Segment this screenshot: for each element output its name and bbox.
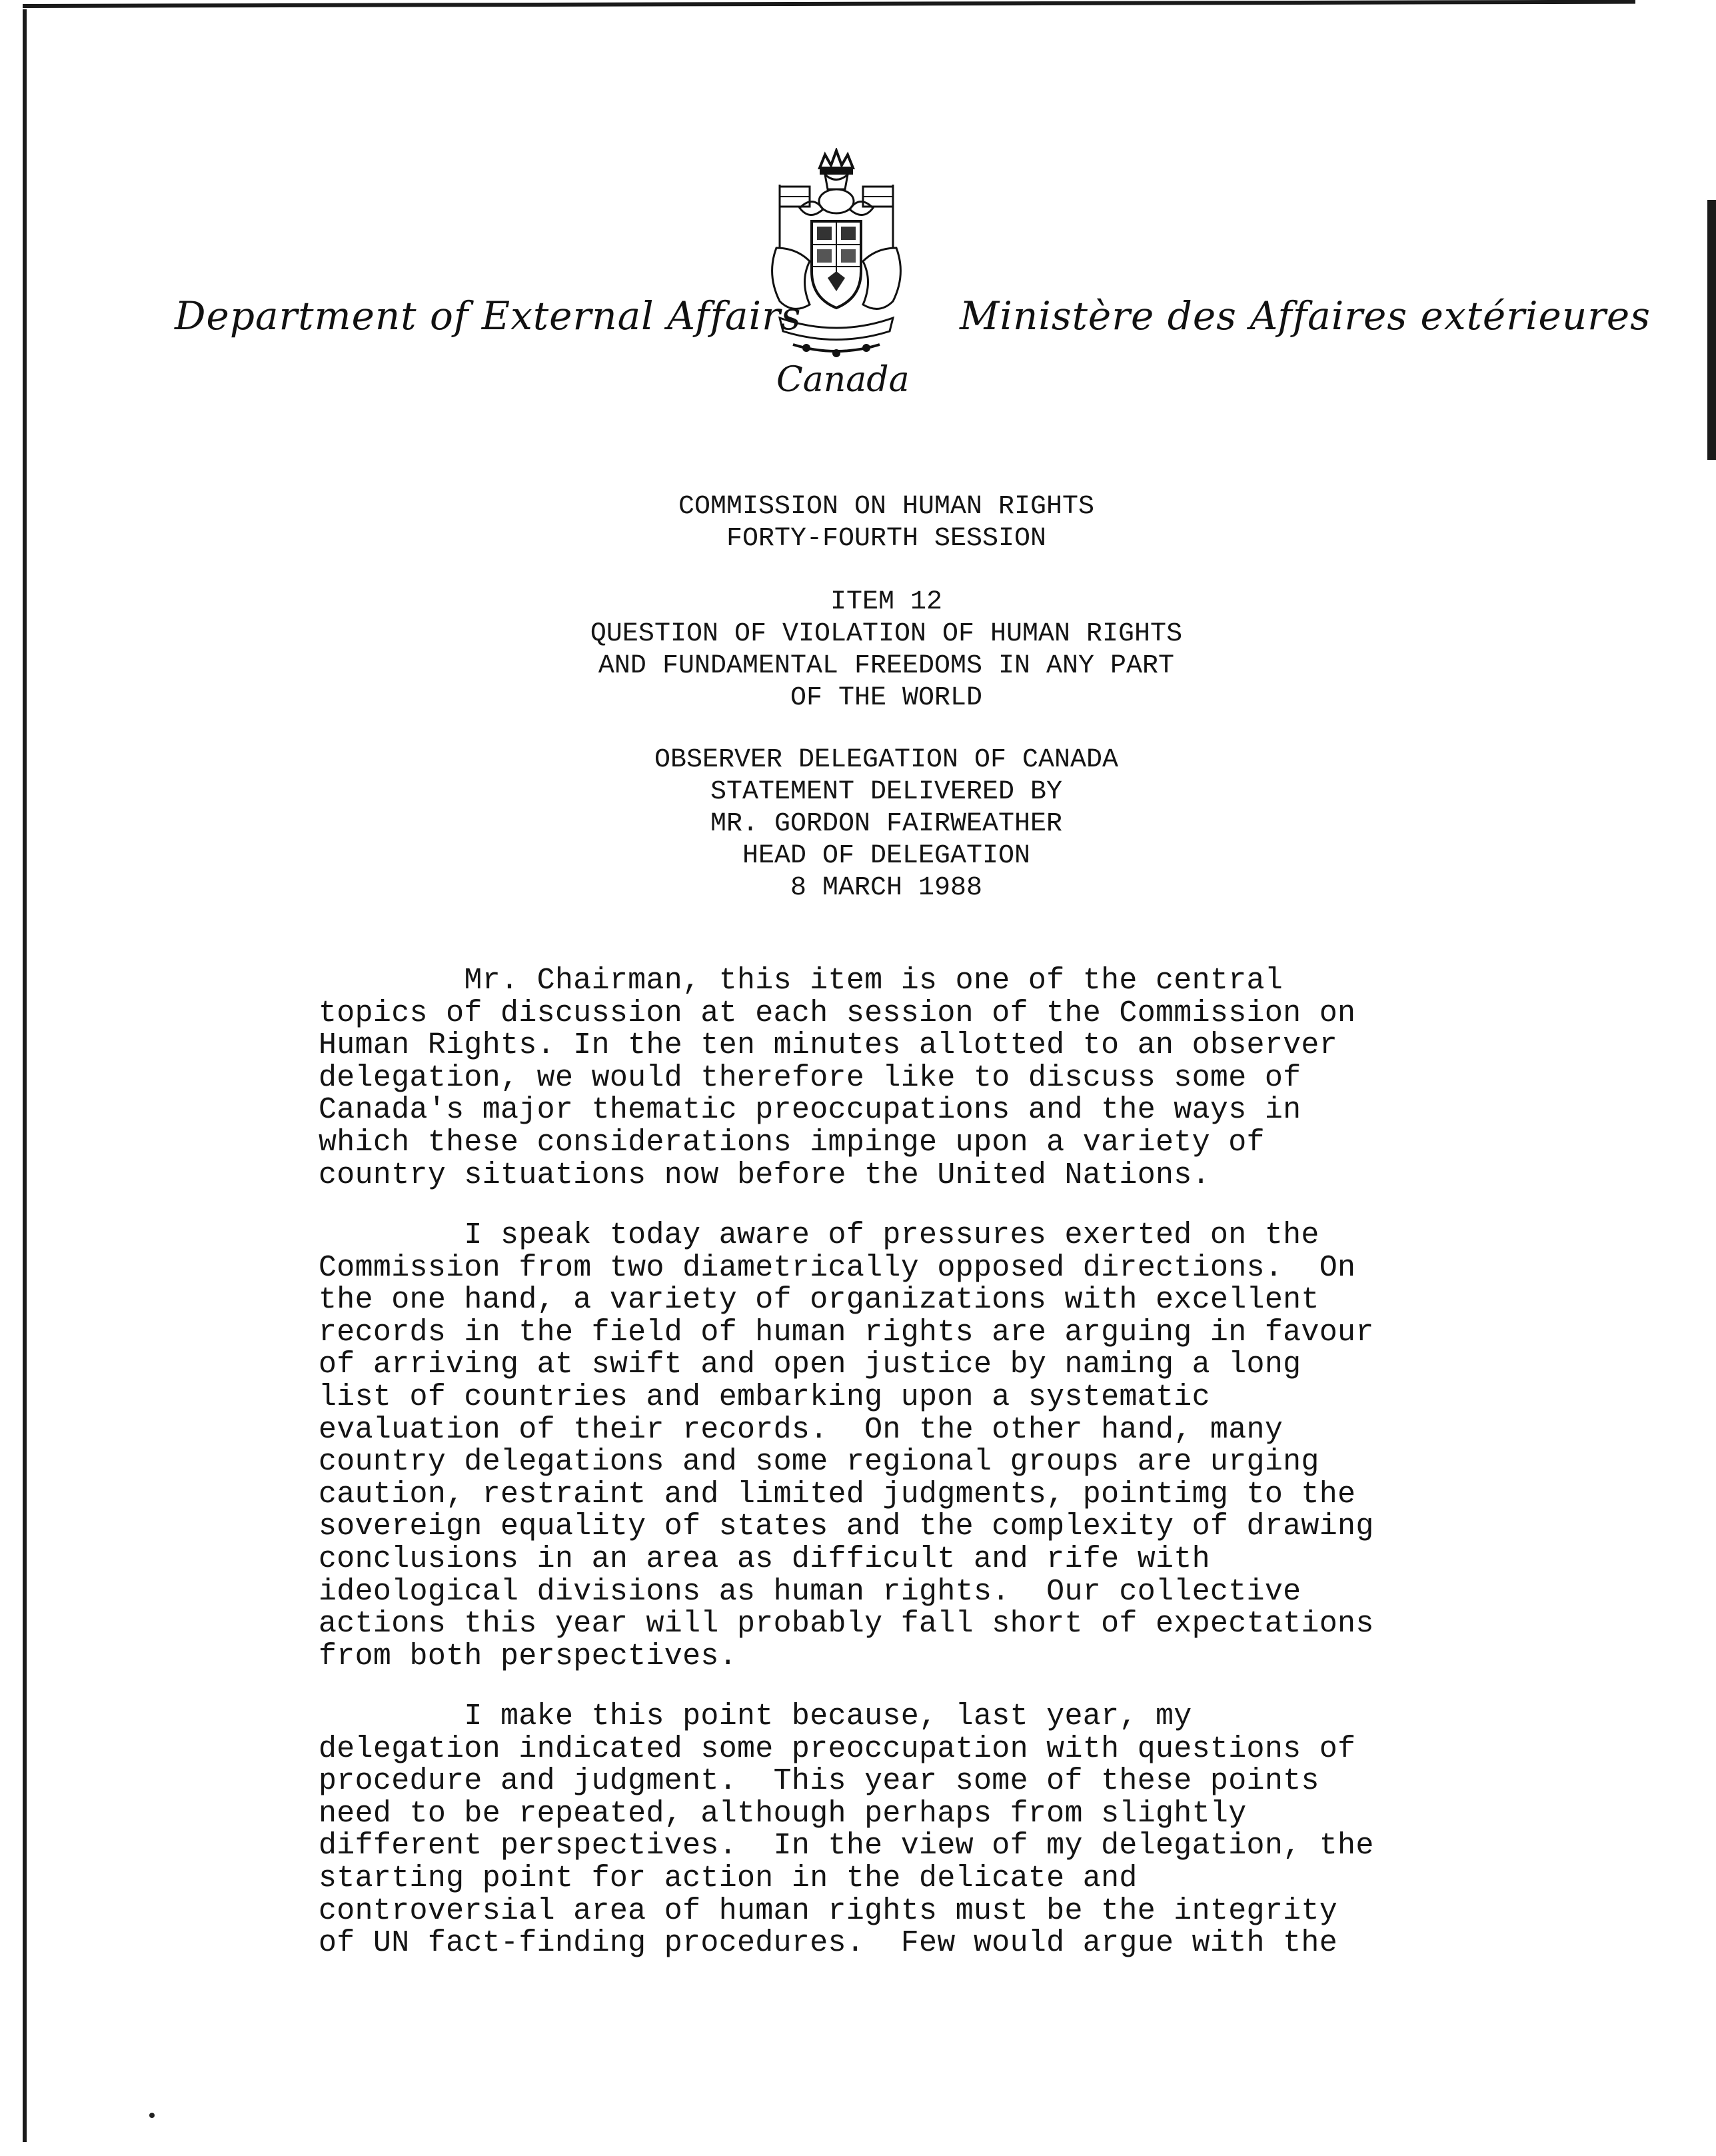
coat-of-arms-icon bbox=[753, 148, 920, 361]
scan-edge-top bbox=[23, 0, 1635, 8]
scan-speck bbox=[149, 2113, 155, 2118]
scan-edge-right bbox=[1707, 200, 1716, 460]
letterhead-department-french: Ministère des Affaires extérieures bbox=[960, 293, 1651, 339]
delegation-statement-header: OBSERVER DELEGATION OF CANADA STATEMENT DELIVERED BY MR. GORDON FAIRWEATHER HEAD OF DELEGATION 8 MARCH 1988 bbox=[654, 745, 1119, 903]
agenda-item-title: ITEM 12 QUESTION OF VIOLATION OF HUMAN RIGHTS AND FUNDAMENTAL FREEDOMS IN ANY PART OF THE WORLD bbox=[590, 587, 1183, 713]
commission-title: COMMISSION ON HUMAN RIGHTS FORTY-FOURTH SESSION bbox=[678, 492, 1095, 554]
letterhead-department-english: Department of External Affairs bbox=[175, 293, 802, 339]
body-paragraph: I make this point because, last year, my delegation indicated some preoccupation with questions of procedure and judgment. This year some of these points need to be repeated, although perhaps from slightly different perspectives. In the view of my delegation, the starting point for action in the delicate and controversial area of human rights must be the integrity of UN fact-finding procedures. Few would argue with the bbox=[319, 1699, 1374, 1961]
scan-edge-left bbox=[23, 9, 27, 2142]
body-paragraph: Mr. Chairman, this item is one of the central topics of discussion at each session of the Commission on Human Rights. In the ten minutes allotted to an observer delegation, we would therefore like to discuss some of Canada's major thematic preoccupations and the ways in which these considerations impinge upon a variety of country situations now before the United Nations. bbox=[319, 964, 1356, 1192]
body-paragraph: I speak today aware of pressures exerted on the Commission from two diametrically opposed directions. On the one hand, a variety of organizations with excellent records in the field of human rights are arguing in favour of arriving at swift and open justice by naming a long list of countries and embarking upon a systematic evaluation of their records. On the other hand, many country delegations and some regional groups are urging caution, restraint and limited judgments, pointimg to the sovereign equality of states and the complexity of drawing conclusions in an area as difficult and rife with ideological divisions as human rights. Our collective actions this year will probably fall short of expectations from both perspectives. bbox=[319, 1218, 1374, 1673]
letterhead-country: Canada bbox=[776, 360, 910, 400]
